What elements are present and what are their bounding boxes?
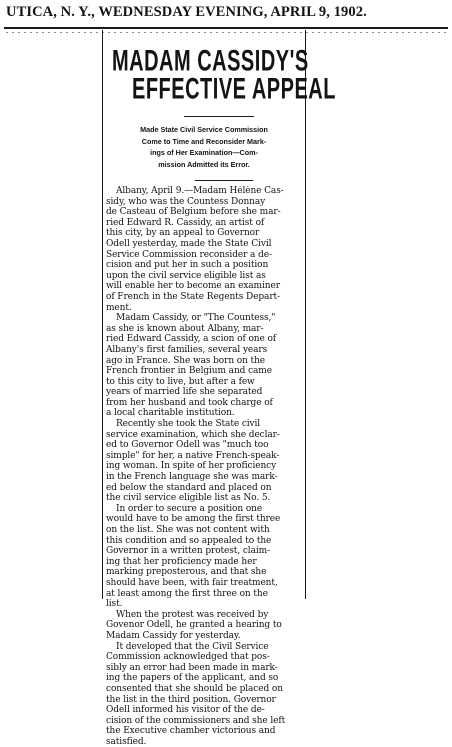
article-line: cision of the commissioners and she left	[106, 715, 286, 726]
article-line: Recently she took the State civil	[116, 419, 261, 430]
article-line: as she is known about Albany, mar-	[106, 323, 264, 334]
article-line: Commission acknowledged that pos-	[106, 652, 270, 663]
article-line: When the protest was received by	[116, 609, 269, 620]
article-line: ing the papers of the applicant, and so	[106, 673, 279, 684]
article-line: consented that she should be placed on	[106, 683, 283, 694]
article-line: Odell yesterday, made the State Civil	[106, 238, 272, 249]
article-line: in the French language she was mark-	[106, 472, 278, 483]
article-line: this condition and so appealed to the	[106, 535, 272, 546]
article-line: Govenor Odell, he granted a hearing to	[106, 620, 282, 631]
deck-line: Come to Time and Reconsider Mark-	[141, 136, 267, 146]
article-line: Odell informed his visitor of the de-	[106, 705, 265, 716]
article-line: to this city to live, but after a few	[106, 376, 255, 387]
article-line: French frontier in Belgium and came	[106, 366, 272, 377]
article-line: list.	[106, 599, 123, 610]
article-line: sibly an error had been made in mark-	[106, 662, 278, 673]
headline-divider	[184, 116, 254, 117]
article-line: the Executive chamber victorious and	[106, 726, 276, 737]
article-line: the list in the third position. Governor	[106, 694, 276, 705]
article-line: simple" for her, a native French-speak-	[106, 450, 280, 461]
article-body	[106, 186, 302, 747]
deck-line: Made State Civil Service Commission	[140, 125, 268, 134]
column-rule-right	[305, 30, 306, 599]
article-line: would have to be among the first three	[106, 514, 281, 525]
headline-line-2: EFFECTIVE APPEAL	[132, 73, 336, 106]
article-line: ing that her proficiency made her	[106, 556, 257, 567]
column-rule-left	[102, 30, 103, 599]
deck-divider	[195, 180, 253, 181]
deck-line: ings of Her Examination—Com-	[150, 148, 258, 157]
article-line: satisfied.	[106, 736, 147, 747]
article-line: Madam Cassidy, or "The Countess,"	[116, 313, 276, 324]
article-line: on the list. She was not content with	[106, 525, 270, 535]
masthead	[6, 4, 446, 21]
article-line: de Casteau of Belgium before she mar-	[106, 207, 281, 218]
article-line: marking preposterous, and that she	[106, 567, 267, 578]
article-line: cision and put her in such a position	[106, 260, 269, 271]
masthead-dotted-rule	[4, 31, 448, 34]
headline-line-1: MADAM CASSIDY'S	[112, 45, 309, 78]
article-line: sidy, who was the Countess Donnay	[106, 196, 266, 207]
article-line: upon the civil service eligible list as	[106, 270, 266, 281]
article-line: from her husband and took charge of	[106, 397, 273, 408]
article-line: ried Edward Cassidy, a scion of one of	[106, 334, 276, 345]
article-line: Albany's first families, several years	[106, 344, 268, 355]
article-line: will enable her to become an examiner	[106, 281, 280, 292]
article-line: Governor in a written protest, claim-	[106, 546, 270, 557]
masthead-rule	[4, 27, 448, 29]
deck	[108, 124, 300, 170]
article-line: years of married life she separated	[106, 387, 263, 398]
article-line: Service Commission reconsider a de-	[106, 249, 272, 260]
article-line: the civil service eligible list as No. 5.	[106, 493, 271, 504]
article-line: In order to secure a position one	[116, 503, 263, 514]
article-line: ing woman. In spite of her proficiency	[106, 461, 277, 472]
article-line: ed to Governor Odell was "much too	[106, 440, 269, 451]
article-line: ried Edward R. Cassidy, an artist of	[106, 217, 265, 228]
article-line: ago in France. She was born on the	[106, 355, 265, 366]
deck-line: mission Admitted its Error.	[158, 159, 250, 169]
article-line: this city, by an appeal to Governor	[106, 228, 260, 239]
article-line: It developed that the Civil Service	[116, 641, 269, 652]
article-line: Madam Cassidy for yesterday.	[106, 630, 241, 641]
article-line: ed below the standard and placed on	[106, 482, 272, 493]
article-line: service examination, which she declar-	[106, 429, 280, 440]
article-line: of French in the State Regents Depart-	[106, 291, 280, 302]
article-line: ment.	[106, 302, 132, 313]
article-line: a local charitable institution.	[106, 408, 235, 419]
article-line: should have been, with fair treatment,	[106, 577, 278, 588]
article-line: at least among the first three on the	[106, 588, 268, 599]
article-line: Albany, April 9.—Madam Hélène Cas-	[116, 186, 284, 196]
masthead-dateline: UTICA, N. Y., WEDNESDAY EVENING, APRIL 9, 1902.	[6, 4, 367, 20]
